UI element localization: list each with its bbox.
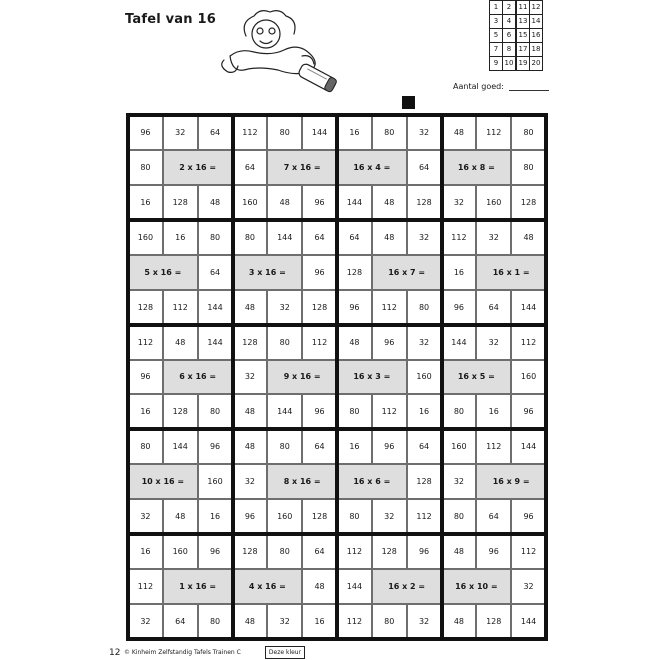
answer-cell[interactable]: 16 (407, 394, 442, 429)
answer-cell[interactable]: 48 (233, 604, 268, 639)
question-cell[interactable]: 16 x 10 = (442, 569, 512, 604)
score-grid-row (490, 57, 543, 71)
answer-cell[interactable]: 160 (267, 499, 302, 534)
answer-cell[interactable]: 80 (198, 394, 233, 429)
answer-cell[interactable]: 16 (442, 255, 477, 290)
answer-cell[interactable]: 96 (198, 429, 233, 464)
answer-cell[interactable]: 144 (337, 185, 372, 220)
answer-cell[interactable]: 32 (267, 290, 302, 325)
score-cell[interactable]: 12 (530, 1, 543, 15)
answer-cell[interactable]: 48 (233, 429, 268, 464)
answer-cell[interactable]: 80 (407, 290, 442, 325)
score-cell[interactable]: 13 (516, 15, 530, 29)
answer-cell[interactable]: 160 (233, 185, 268, 220)
page-title: Tafel van 16 (125, 12, 216, 27)
answer-cell[interactable]: 64 (233, 150, 268, 185)
answer-cell[interactable]: 32 (233, 360, 268, 395)
answer-cell[interactable]: 64 (476, 499, 511, 534)
answer-cell[interactable]: 80 (198, 220, 233, 255)
question-cell[interactable]: 16 x 3 = (337, 360, 407, 395)
question-cell[interactable]: 9 x 16 = (267, 360, 337, 395)
question-cell[interactable]: 10 x 16 = (128, 464, 198, 499)
question-cell[interactable]: 16 x 8 = (442, 150, 512, 185)
answer-cell[interactable]: 32 (511, 569, 546, 604)
answer-cell[interactable]: 64 (407, 150, 442, 185)
score-cell[interactable]: 9 (490, 57, 503, 71)
answer-cell[interactable]: 16 (198, 499, 233, 534)
answer-cell[interactable]: 96 (476, 534, 511, 569)
answer-cell[interactable]: 144 (198, 325, 233, 360)
answer-cell[interactable]: 144 (337, 569, 372, 604)
answer-cell[interactable]: 112 (407, 499, 442, 534)
answer-cell[interactable]: 64 (476, 290, 511, 325)
answer-cell[interactable]: 160 (511, 360, 546, 395)
answer-cell[interactable]: 32 (128, 604, 163, 639)
answer-cell[interactable]: 32 (407, 325, 442, 360)
answer-cell[interactable]: 112 (233, 115, 268, 150)
answer-cell[interactable]: 112 (337, 534, 372, 569)
question-cell[interactable]: 1 x 16 = (163, 569, 233, 604)
answer-cell[interactable]: 128 (407, 464, 442, 499)
question-cell[interactable]: 4 x 16 = (233, 569, 303, 604)
score-grid-row (490, 15, 543, 29)
answer-cell[interactable]: 112 (511, 534, 546, 569)
answer-cell[interactable]: 80 (128, 429, 163, 464)
answer-cell[interactable]: 48 (233, 290, 268, 325)
answer-cell[interactable]: 112 (476, 115, 511, 150)
score-cell[interactable]: 17 (516, 43, 530, 57)
question-cell[interactable]: 16 x 6 = (337, 464, 407, 499)
score-cell[interactable]: 19 (516, 57, 530, 71)
answer-cell[interactable]: 96 (511, 499, 546, 534)
copyright-text: © Kinheim Zelfstandig Tafels Trainen C (124, 649, 241, 656)
score-cell[interactable]: 15 (516, 29, 530, 43)
answer-cell[interactable]: 128 (302, 499, 337, 534)
answer-cell[interactable]: 128 (302, 290, 337, 325)
question-cell[interactable]: 7 x 16 = (267, 150, 337, 185)
answer-cell[interactable]: 32 (442, 464, 477, 499)
answer-cell[interactable]: 64 (163, 604, 198, 639)
score-grid-row (490, 1, 543, 15)
answer-cell[interactable]: 112 (372, 290, 407, 325)
answer-cell[interactable]: 112 (302, 325, 337, 360)
answer-cell[interactable]: 64 (302, 534, 337, 569)
answer-cell[interactable]: 16 (302, 604, 337, 639)
answer-cell[interactable]: 32 (407, 115, 442, 150)
answer-cell[interactable]: 144 (267, 220, 302, 255)
answer-cell[interactable]: 32 (442, 185, 477, 220)
answer-cell[interactable]: 96 (198, 534, 233, 569)
answer-cell[interactable]: 32 (372, 499, 407, 534)
answer-cell[interactable]: 32 (128, 499, 163, 534)
score-cell[interactable]: 18 (530, 43, 543, 57)
answer-cell[interactable]: 160 (407, 360, 442, 395)
answer-cell[interactable]: 160 (198, 464, 233, 499)
answer-cell[interactable]: 96 (372, 325, 407, 360)
answer-cell[interactable]: 64 (302, 429, 337, 464)
answer-cell[interactable]: 48 (511, 220, 546, 255)
answer-cell[interactable]: 128 (163, 185, 198, 220)
score-cell[interactable]: 4 (503, 15, 517, 29)
answer-cell[interactable]: 128 (337, 255, 372, 290)
answer-cell[interactable]: 32 (407, 604, 442, 639)
answer-cell[interactable]: 48 (267, 185, 302, 220)
answer-cell[interactable]: 128 (163, 394, 198, 429)
score-cell[interactable]: 3 (490, 15, 503, 29)
answer-cell[interactable]: 64 (198, 255, 233, 290)
question-cell[interactable]: 16 x 2 = (372, 569, 442, 604)
answer-cell[interactable]: 80 (267, 115, 302, 150)
answer-cell[interactable]: 80 (337, 499, 372, 534)
question-cell[interactable]: 3 x 16 = (233, 255, 303, 290)
answer-cell[interactable]: 112 (128, 569, 163, 604)
question-cell[interactable]: 16 x 7 = (372, 255, 442, 290)
answer-cell[interactable]: 48 (337, 325, 372, 360)
answer-cell[interactable]: 48 (302, 569, 337, 604)
question-cell[interactable]: 2 x 16 = (163, 150, 233, 185)
answer-cell[interactable]: 144 (198, 290, 233, 325)
answer-cell[interactable]: 96 (302, 185, 337, 220)
answer-cell[interactable]: 160 (163, 534, 198, 569)
score-cell[interactable]: 14 (530, 15, 543, 29)
answer-cell[interactable]: 48 (442, 604, 477, 639)
question-cell[interactable]: 16 x 1 = (476, 255, 546, 290)
answer-cell[interactable]: 80 (267, 325, 302, 360)
answer-cell[interactable]: 96 (372, 429, 407, 464)
answer-cell[interactable]: 128 (407, 185, 442, 220)
answer-cell[interactable]: 48 (372, 185, 407, 220)
score-grid-row (490, 29, 543, 43)
answer-cell[interactable]: 144 (163, 429, 198, 464)
answer-cell[interactable]: 112 (163, 290, 198, 325)
answer-cell[interactable]: 96 (337, 290, 372, 325)
score-cell[interactable]: 2 (503, 1, 517, 15)
answer-cell[interactable]: 128 (511, 185, 546, 220)
answer-cell[interactable]: 64 (407, 429, 442, 464)
score-answer-line[interactable] (509, 90, 549, 91)
answer-cell[interactable]: 80 (337, 394, 372, 429)
answer-cell[interactable]: 80 (511, 115, 546, 150)
answer-cell[interactable]: 144 (267, 394, 302, 429)
answer-cell[interactable]: 48 (442, 115, 477, 150)
answer-cell[interactable]: 112 (511, 325, 546, 360)
answer-cell[interactable]: 112 (476, 429, 511, 464)
answer-cell[interactable]: 80 (267, 534, 302, 569)
answer-cell[interactable]: 16 (128, 534, 163, 569)
answer-cell[interactable]: 96 (511, 394, 546, 429)
answer-cell[interactable]: 16 (128, 185, 163, 220)
answer-cell[interactable]: 80 (198, 604, 233, 639)
score-cell[interactable]: 5 (490, 29, 503, 43)
answer-cell[interactable]: 144 (511, 290, 546, 325)
answer-cell[interactable]: 80 (372, 115, 407, 150)
score-grid-row (490, 43, 543, 57)
puzzle-grid (126, 113, 548, 641)
answer-cell[interactable]: 16 (476, 394, 511, 429)
answer-cell[interactable]: 80 (442, 499, 477, 534)
score-cell[interactable]: 7 (490, 43, 503, 57)
answer-cell[interactable]: 128 (476, 604, 511, 639)
score-cell[interactable]: 10 (503, 57, 517, 71)
answer-cell[interactable]: 16 (337, 429, 372, 464)
answer-cell[interactable]: 112 (372, 394, 407, 429)
color-key-box[interactable]: Deze kleur (265, 646, 305, 659)
answer-cell[interactable]: 48 (163, 325, 198, 360)
score-cell[interactable]: 20 (530, 57, 543, 71)
answer-cell[interactable]: 112 (128, 325, 163, 360)
question-cell[interactable]: 8 x 16 = (267, 464, 337, 499)
answer-cell[interactable]: 16 (128, 394, 163, 429)
answer-cell[interactable]: 48 (163, 499, 198, 534)
answer-cell[interactable]: 32 (407, 220, 442, 255)
score-cell[interactable]: 16 (530, 29, 543, 43)
question-cell[interactable]: 16 x 4 = (337, 150, 407, 185)
answer-cell[interactable]: 128 (233, 325, 268, 360)
answer-cell[interactable]: 160 (128, 220, 163, 255)
score-label: Aantal goed: (453, 82, 504, 91)
answer-cell[interactable]: 32 (476, 220, 511, 255)
answer-cell[interactable]: 128 (128, 290, 163, 325)
answer-cell[interactable]: 48 (372, 220, 407, 255)
answer-cell[interactable]: 128 (233, 534, 268, 569)
answer-cell[interactable]: 64 (302, 220, 337, 255)
answer-cell[interactable]: 64 (198, 115, 233, 150)
answer-cell[interactable]: 112 (442, 220, 477, 255)
question-cell[interactable]: 16 x 9 = (476, 464, 546, 499)
score-cell[interactable]: 11 (516, 1, 530, 15)
answer-cell[interactable]: 32 (163, 115, 198, 150)
answer-cell[interactable]: 80 (372, 604, 407, 639)
answer-cell[interactable]: 48 (198, 185, 233, 220)
answer-cell[interactable]: 96 (233, 499, 268, 534)
answer-cell[interactable]: 80 (128, 150, 163, 185)
answer-cell[interactable]: 128 (372, 534, 407, 569)
answer-cell[interactable]: 96 (302, 255, 337, 290)
answer-cell[interactable]: 144 (511, 604, 546, 639)
answer-cell[interactable]: 64 (337, 220, 372, 255)
answer-cell[interactable]: 144 (302, 115, 337, 150)
answer-cell[interactable]: 16 (337, 115, 372, 150)
answer-cell[interactable]: 32 (476, 325, 511, 360)
answer-cell[interactable]: 80 (233, 220, 268, 255)
answer-cell[interactable]: 96 (128, 115, 163, 150)
question-cell[interactable]: 16 x 5 = (442, 360, 512, 395)
answer-cell[interactable]: 80 (267, 429, 302, 464)
answer-cell[interactable]: 48 (442, 534, 477, 569)
answer-cell[interactable]: 80 (511, 150, 546, 185)
question-cell[interactable]: 5 x 16 = (128, 255, 198, 290)
answer-cell[interactable]: 48 (233, 394, 268, 429)
answer-cell[interactable]: 80 (442, 394, 477, 429)
answer-cell[interactable]: 32 (267, 604, 302, 639)
page-number: 12 (109, 648, 121, 658)
answer-cell[interactable]: 160 (442, 429, 477, 464)
lion-mascot-illustration (216, 6, 340, 104)
answer-cell[interactable]: 96 (302, 394, 337, 429)
answer-cell[interactable]: 96 (128, 360, 163, 395)
answer-cell[interactable]: 144 (511, 429, 546, 464)
answer-cell[interactable]: 112 (337, 604, 372, 639)
score-grid (489, 0, 543, 71)
answer-cell[interactable]: 160 (476, 185, 511, 220)
answer-cell[interactable]: 96 (442, 290, 477, 325)
score-cell[interactable]: 1 (490, 1, 503, 15)
answer-cell[interactable]: 96 (407, 534, 442, 569)
answer-cell[interactable]: 16 (163, 220, 198, 255)
score-cell[interactable]: 8 (503, 43, 517, 57)
black-square-marker (402, 96, 415, 109)
answer-cell[interactable]: 32 (233, 464, 268, 499)
answer-cell[interactable]: 144 (442, 325, 477, 360)
score-cell[interactable]: 6 (503, 29, 517, 43)
question-cell[interactable]: 6 x 16 = (163, 360, 233, 395)
